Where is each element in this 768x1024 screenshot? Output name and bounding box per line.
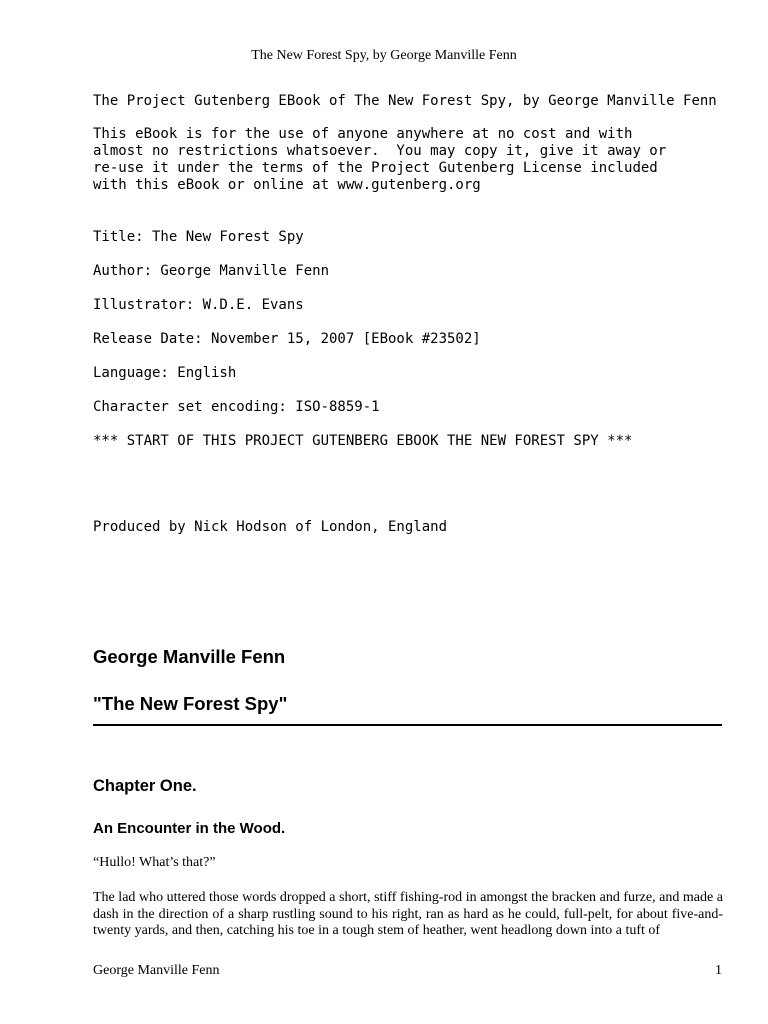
chapter-paragraph: “Hullo! What’s that?”	[93, 855, 216, 870]
chapter-number-heading: Chapter One.	[93, 777, 197, 795]
page-number: 1	[715, 963, 722, 978]
license-paragraph: This eBook is for the use of anyone anywhere at no cost and with almost no restrictions whatsoever. You may copy it, give it away or re-use it under the terms of the Project Gutenberg License included with this eBook or online at www.gutenberg.org	[93, 126, 667, 193]
book-title-heading: "The New Forest Spy"	[93, 693, 288, 714]
charset-line: Character set encoding: ISO-8859-1	[93, 399, 380, 415]
footer-author: George Manville Fenn	[93, 963, 220, 978]
chapter-title-heading: An Encounter in the Wood.	[93, 820, 286, 837]
running-header: The New Forest Spy, by George Manville Fenn	[251, 48, 517, 63]
release-date-line: Release Date: November 15, 2007 [EBook #23502]	[93, 331, 481, 347]
title-divider	[93, 724, 722, 726]
title-line: Title: The New Forest Spy	[93, 229, 304, 245]
gutenberg-header-line: The Project Gutenberg EBook of The New Forest Spy, by George Manville Fenn	[93, 93, 717, 109]
produced-by-line: Produced by Nick Hodson of London, England	[93, 519, 448, 535]
book-author-heading: George Manville Fenn	[93, 646, 286, 667]
illustrator-line: Illustrator: W.D.E. Evans	[93, 297, 304, 313]
chapter-paragraph: The lad who uttered those words dropped a short, stiff fishing-rod in amongst the bracken and furze, and made a dash in the direction of a sharp rustling sound to his right, ran as hard as he could, full-pelt, for about five-and-twenty yards, and then, catching his toe in a tough stem of heather, went headlong down into a tuft of	[93, 890, 723, 938]
language-line: Language: English	[93, 365, 237, 381]
start-marker-line: *** START OF THIS PROJECT GUTENBERG EBOOK THE NEW FOREST SPY ***	[93, 433, 633, 449]
author-line: Author: George Manville Fenn	[93, 263, 330, 279]
